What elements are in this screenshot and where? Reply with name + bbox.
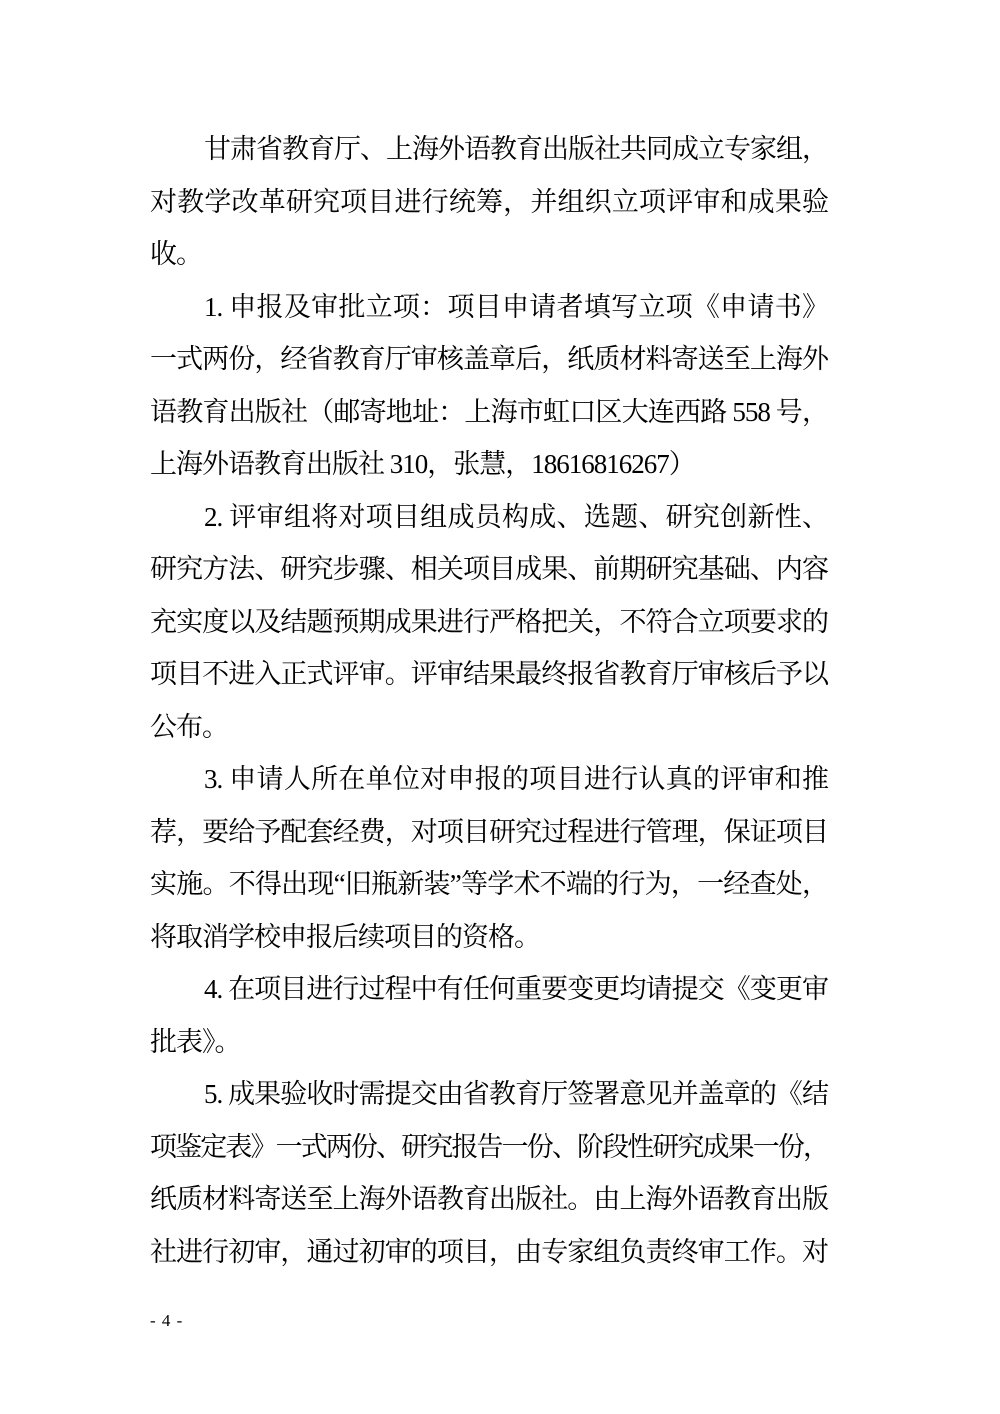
paragraph-item-3: [150, 753, 828, 963]
text-line: 语教育出版社（邮寄地址：上海市虹口区大连西路 558 号，: [150, 396, 828, 427]
text-line: 收。: [150, 239, 202, 269]
paragraph-item-1: [150, 281, 828, 491]
text-line: 社进行初审，通过初审的项目，由专家组负责终审工作。对: [150, 1236, 828, 1267]
paragraph-item-4: [150, 963, 828, 1068]
text-line: 4. 在项目进行过程中有任何重要变更均请提交《变更审: [204, 974, 828, 1004]
page-number: - 4 -: [150, 1311, 184, 1330]
text-line: 甘肃省教育厅、上海外语教育出版社共同成立专家组，: [204, 134, 828, 164]
paragraph-intro: [150, 123, 828, 281]
text-line: 荐，要给予配套经费，对项目研究过程进行管理，保证项目: [150, 816, 828, 847]
text-line: 5. 成果验收时需提交由省教育厅签署意见并盖章的《结: [204, 1079, 828, 1109]
page-body-text: [150, 123, 828, 1278]
paragraph-item-2: [150, 491, 828, 754]
text-line: 批表》。: [150, 1026, 241, 1057]
text-line: 将取消学校申报后续项目的资格。: [150, 921, 540, 952]
text-line: 一式两份，经省教育厅审核盖章后，纸质材料寄送至上海外: [150, 344, 828, 374]
paragraph-item-5: [150, 1068, 828, 1278]
text-line: 项目不进入正式评审。评审结果最终报省教育厅审核后予以: [150, 659, 828, 689]
text-line: 充实度以及结题预期成果进行严格把关，不符合立项要求的: [150, 606, 828, 637]
text-line: 公布。: [150, 711, 228, 742]
text-line: 研究方法、研究步骤、相关项目成果、前期研究基础、内容: [150, 554, 828, 584]
text-line: 实施。不得出现“旧瓶新装”等学术不端的行为，一经查处，: [150, 869, 828, 899]
text-line: 1. 申报及审批立项：项目申请者填写立项《申请书》: [204, 291, 828, 322]
text-line: 项鉴定表》一式两份、研究报告一份、阶段性研究成果一份，: [150, 1131, 828, 1162]
text-line: 上海外语教育出版社 310，张慧，18616816267）: [150, 449, 695, 479]
text-line: 2. 评审组将对项目组成员构成、选题、研究创新性、: [204, 501, 828, 532]
text-line: 纸质材料寄送至上海外语教育出版社。由上海外语教育出版: [150, 1184, 828, 1214]
text-line: 3. 申请人所在单位对申报的项目进行认真的评审和推: [204, 764, 828, 794]
text-line: 对教学改革研究项目进行统筹，并组织立项评审和成果验: [150, 186, 828, 217]
